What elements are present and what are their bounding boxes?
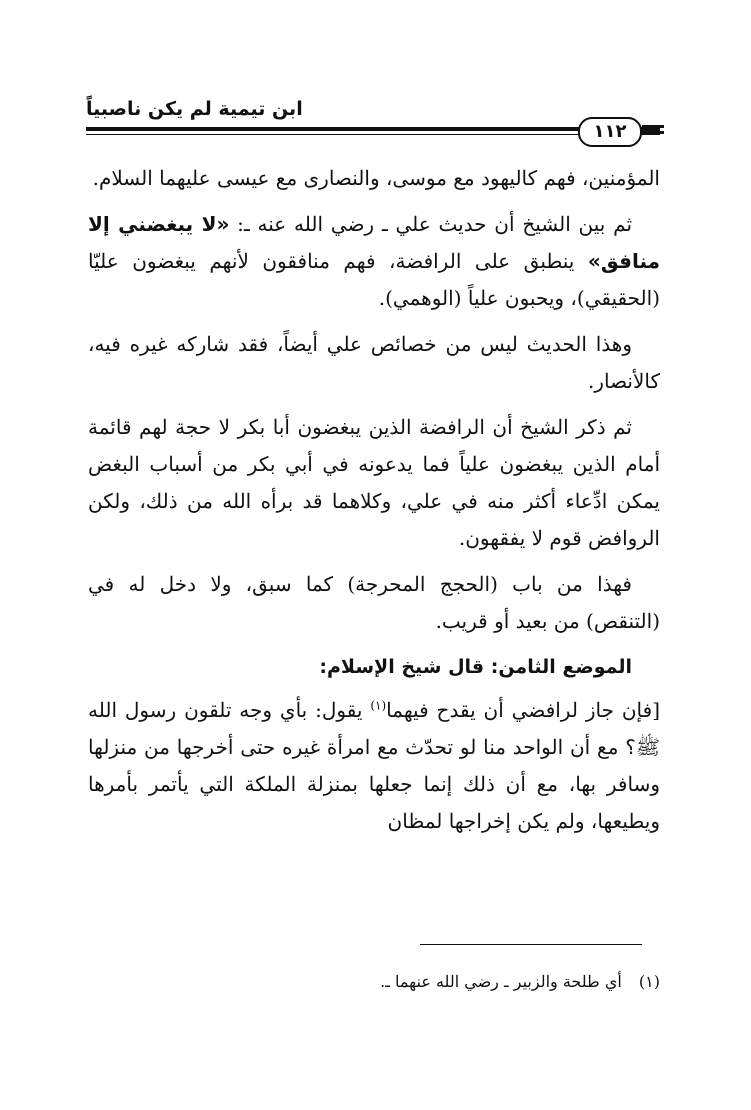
paragraph-2: [88, 206, 660, 317]
section-subheading: الموضع الثامن: قال شيخ الإسلام:: [319, 656, 632, 678]
footnote-separator: [420, 944, 642, 945]
paragraph-1: المؤمنين، فهم كاليهود مع موسى، والنصارى مع عيسى عليهما السلام.: [92, 166, 660, 190]
header-rule-thick: [86, 127, 660, 131]
paragraph-4: ثم ذكر الشيخ أن الرافضة الذين يبغضون أبا بكر لا حجة لهم قائمة أمام الذين يبغضون علياً فما يدعونه في أبي بكر من أسباب البغض يمكن ادِّعاء أكثر منه في علي، وكلاهما قد برأه الله من ذلك، ولكن الروافض قوم لا يفقهون.: [88, 415, 660, 550]
paragraph-6-lead: [فإن جاز لرافضي أن يقدح فيهما: [386, 698, 660, 722]
running-title: ابن تيمية لم يكن ناصبياً: [86, 98, 303, 120]
page-number: ١١٢: [578, 117, 642, 147]
paragraph-5: فهذا من باب (الحجج المحرجة) كما سبق، ولا دخل له في (التنقص) من بعيد أو قريب.: [88, 572, 660, 633]
paragraph-2-lead: ثم بين الشيخ أن حديث علي ـ رضي الله عنه ـ:: [237, 212, 633, 236]
header-rule-thin: [86, 134, 660, 135]
footnote-text: أي طلحة والزبير ـ رضي الله عنهما ـ.: [380, 972, 622, 991]
footnote-reference: (١): [370, 698, 387, 713]
hadith-quote: «لا يبغضني إلا منافق»: [88, 212, 661, 273]
header-rule: [86, 127, 660, 135]
footnote-number: (١): [638, 972, 660, 991]
paragraph-3: وهذا الحديث ليس من خصائص علي أيضاً، فقد شاركه غيره فيه، كالأنصار.: [88, 332, 660, 393]
body-text: [88, 160, 660, 849]
footnote: [86, 968, 660, 996]
paragraph-6: [88, 692, 660, 840]
ornament-lines: [642, 125, 664, 137]
paragraph-2-rest: ينطبق على الرافضة، فهم منافقون لأنهم يبغضون عليّا (الحقيقي)، ويحبون علياً (الوهمي).: [88, 249, 660, 310]
paragraph-6-rest: يقول: بأي وجه تلقون رسول الله ﷺ؟ مع أن الواحد منا لو تحدّث مع امرأة غيره حتى أخرجها من منزلها وسافر بها، مع أن ذلك إنما جعلها بمنزلة الملكة التي يأتمر بأمرها ويطيعها، ولم يكن إخراجها لمظان: [88, 698, 660, 833]
